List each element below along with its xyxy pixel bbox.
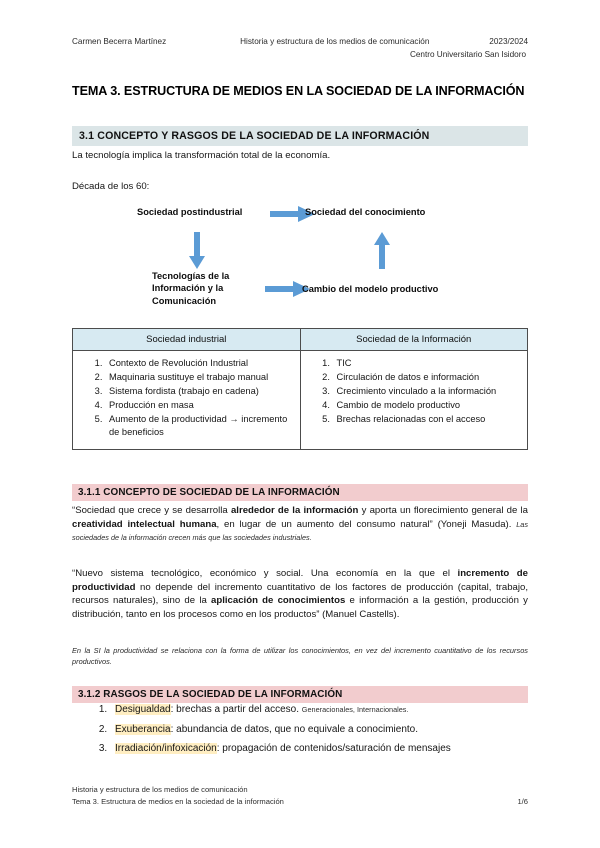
footer-line-2-row: [72, 796, 528, 808]
diagram-node-sociedad-conocimiento: Sociedad del conocimiento: [305, 207, 426, 217]
diagram-node-tic: [152, 270, 247, 307]
quote-castells-bold-2: aplicación de conocimientos: [211, 595, 346, 607]
course-name: Historia y estructura de los medios de comunicación: [240, 37, 430, 46]
footer-line-2: Tema 3. Estructura de medios en la sociedad de la información: [72, 797, 284, 807]
decade-label: Década de los 60:: [72, 181, 150, 192]
heading-3-1-1: 3.1.1 CONCEPTO DE SOCIEDAD DE LA INFORMACIÓN: [72, 484, 528, 501]
table-header-sociedad-informacion: Sociedad de la Información: [300, 329, 528, 351]
list-item: 4. Producción en masa: [105, 399, 294, 412]
quote-masuda-attribution: (Yoneji Masuda).: [437, 518, 517, 530]
list-item: [110, 720, 528, 740]
list-item: 3. Sistema fordista (trabajo en cadena): [105, 385, 294, 398]
intro-paragraph: La tecnología implica la transformación total de la economía.: [72, 150, 331, 161]
table-header-row: [73, 329, 528, 351]
author-name: Carmen Becerra Martínez: [72, 37, 167, 46]
quote-castells-bold-1: incremento de productividad: [72, 568, 528, 593]
arrow-down-left: [189, 232, 205, 275]
rasgo-term: Irradiación/infoxicación: [115, 743, 217, 754]
arrow-up-right: [374, 232, 390, 275]
footer-line-1: Historia y estructura de los medios de comunicación: [72, 785, 248, 794]
academic-year: 2023/2024: [489, 37, 528, 46]
rasgo-subnote: Generacionales, Internacionales.: [301, 705, 409, 714]
quote-castells-part-2: no depende del incremento cuantitativo de los factores de producción (capital, trabajo, recursos naturales), sino de la: [72, 581, 528, 607]
heading-3-1: 3.1 CONCEPTO Y RASGOS DE LA SOCIEDAD DE LA INFORMACIÓN: [72, 126, 528, 146]
page-number: 1/6: [517, 797, 528, 807]
table-cell-informacion: [300, 351, 528, 450]
list-item: 1. TIC: [333, 357, 522, 370]
quote-castells-part-1: “Nuevo sistema tecnológico, económico y social. Una economía en la que el: [72, 568, 458, 579]
list-item: [110, 700, 528, 720]
flow-diagram: [72, 200, 528, 312]
rasgos-list-container: [72, 700, 528, 759]
rasgos-list: [72, 700, 528, 759]
list-item: [110, 739, 528, 759]
quote-masuda-part-3: , en lugar de un aumento del consumo natural”: [216, 518, 438, 530]
rasgo-text: : brechas a partir del acceso.: [170, 704, 302, 715]
comparison-table: [72, 328, 528, 450]
list-item: 2. Maquinaria sustituye el trabajo manual: [105, 371, 294, 384]
running-head: [72, 36, 528, 61]
table-cell-industrial: [73, 351, 301, 450]
institution-name: Centro Universitario San Isidoro: [409, 49, 526, 59]
diagram-node-tic-line-1: Tecnologías de la: [152, 271, 230, 281]
running-head-row-1: [72, 36, 528, 48]
quote-castells-part-3: e información a la gestión, producción y distribución, tanto en los procesos como en los productos” (Manuel Castells).: [72, 595, 528, 620]
quote-masuda: [72, 504, 528, 545]
rasgo-term: Exuberancia: [115, 723, 171, 735]
quote-masuda-bold-1: alrededor de la información: [230, 505, 359, 516]
list-item: 5. Brechas relacionadas con el acceso: [333, 413, 522, 426]
list-item: 1. Contexto de Revolución Industrial: [105, 357, 294, 370]
list-item: 3. Crecimiento vinculado a la información: [333, 385, 522, 398]
page-title: TEMA 3. ESTRUCTURA DE MEDIOS EN LA SOCIEDAD DE LA INFORMACIÓN: [72, 84, 525, 98]
quote-masuda-note: Las sociedades de la información crecen más que las sociedades industriales.: [72, 519, 528, 543]
list-industrial: [79, 357, 294, 439]
quote-masuda-bold-2: creatividad intelectual humana: [72, 518, 217, 530]
quote-masuda-part-2: y aporta un florecimiento general de la: [358, 505, 529, 516]
list-item: 2. Circulación de datos e información: [333, 371, 522, 384]
list-informacion: [307, 357, 522, 426]
note-productividad: En la SI la productividad se relaciona con la forma de utilizar los conocimientos, en vez del incremento cuantitativo de los recursos productivos.: [72, 646, 528, 667]
list-item: 4. Cambio de modelo productivo: [333, 399, 522, 412]
quote-castells: [72, 567, 528, 621]
diagram-node-tic-line-2: Información y la: [152, 283, 224, 294]
diagram-node-sociedad-postindustrial: Sociedad postindustrial: [137, 207, 243, 217]
rasgo-term: Desigualdad: [115, 704, 171, 715]
diagram-node-cambio-modelo: Cambio del modelo productivo: [302, 284, 439, 294]
page-footer: [72, 784, 528, 808]
table-row: [73, 351, 528, 450]
diagram-node-tic-line-3: Comunicación: [152, 295, 217, 306]
heading-3-1-2: 3.1.2 RASGOS DE LA SOCIEDAD DE LA INFORMACIÓN: [72, 686, 528, 703]
rasgo-text: : abundancia de datos, que no equivale a conocimiento.: [170, 723, 418, 735]
table-header-sociedad-industrial: Sociedad industrial: [73, 329, 301, 351]
quote-masuda-part-1: “Sociedad que crece y se desarrolla: [72, 505, 231, 516]
rasgo-text: : propagación de contenidos/saturación de mensajes: [216, 743, 451, 754]
list-item: 5. Aumento de la productividad → incremento de beneficios: [105, 413, 294, 440]
